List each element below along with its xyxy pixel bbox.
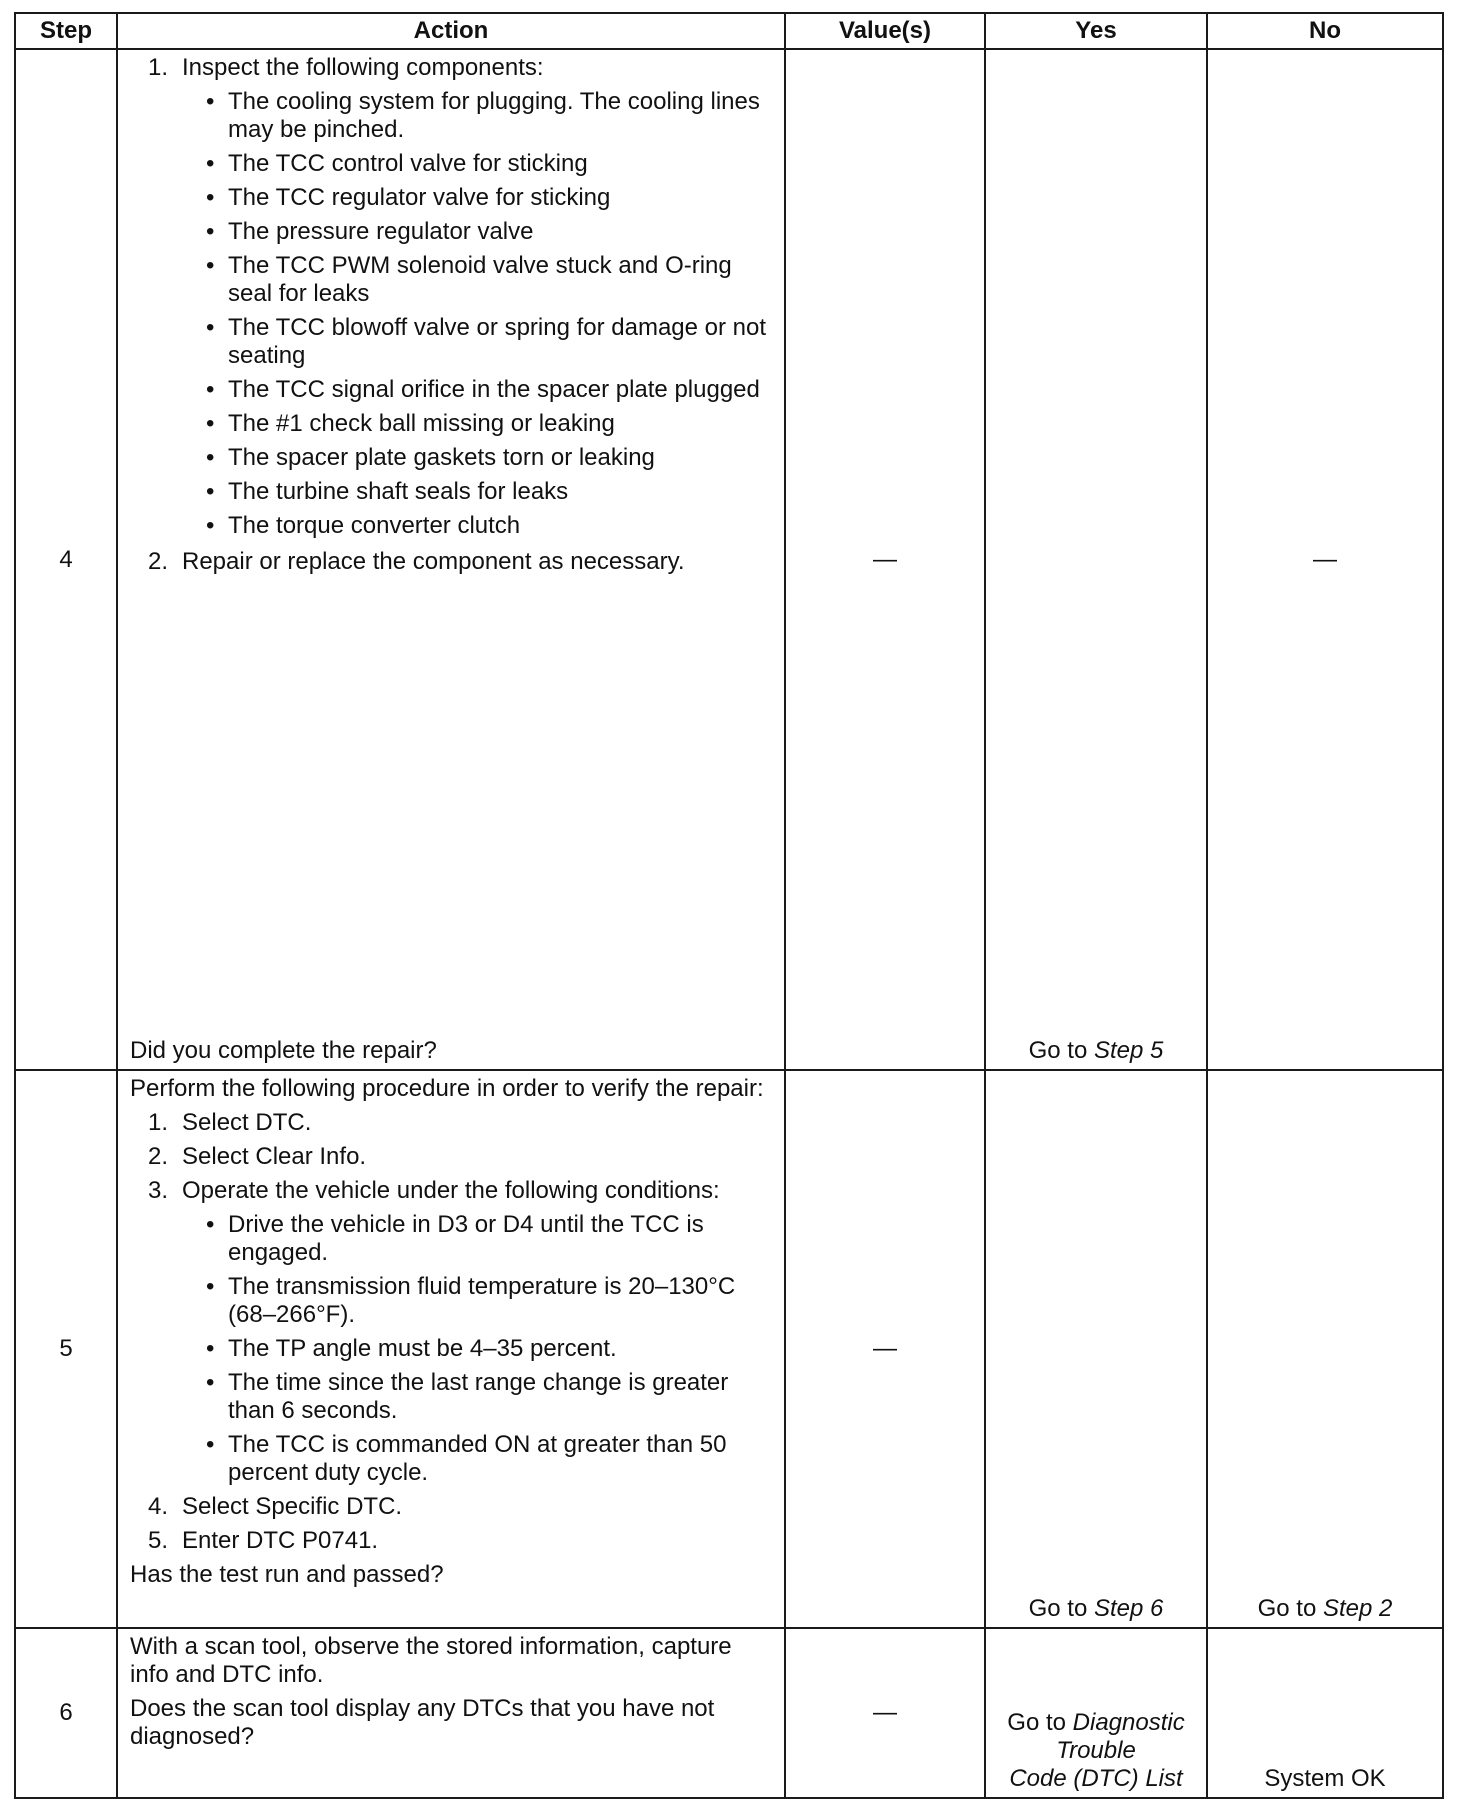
numbered-item: 2. Select Clear Info. [148, 1143, 367, 1170]
step-number: 4 [15, 49, 117, 1070]
dtc-list-link[interactable]: Code (DTC) List [1009, 1765, 1183, 1792]
diagnostic-table [14, 12, 1444, 1799]
bullet-item: • The torque converter clutch [206, 512, 521, 539]
bullet-item: • The time since the last range change is greater than 6 seconds. [206, 1369, 729, 1424]
no-cell: System OK [1207, 1628, 1443, 1798]
question-text: Has the test run and passed? [130, 1561, 444, 1588]
bullet-item: • The TP angle must be 4–35 percent. [206, 1335, 617, 1362]
bullet-item: • Drive the vehicle in D3 or D4 until the TCC is engaged. [206, 1211, 704, 1266]
bullet-item: • The pressure regulator valve [206, 218, 534, 245]
dtc-list-link[interactable]: Diagnostic [1072, 1709, 1185, 1736]
bullet-item: • The turbine shaft seals for leaks [206, 478, 569, 505]
header-yes: Yes [985, 13, 1207, 49]
header-action: Action [117, 13, 785, 49]
no-cell: Go to Step 2 [1207, 1070, 1443, 1628]
header-row [15, 13, 1443, 49]
dtc-list-link[interactable]: Trouble [1056, 1737, 1136, 1764]
yes-cell: Go to Diagnostic Trouble Code (DTC) List [985, 1628, 1207, 1798]
table-row-step-4 [15, 49, 1443, 1070]
bullet-item: • The cooling system for plugging. The cooling lines may be pinched. [206, 88, 760, 143]
bullet-item: • The spacer plate gaskets torn or leaking [206, 444, 655, 471]
bullet-item: • The #1 check ball missing or leaking [206, 410, 615, 437]
intro-text: Perform the following procedure in order to verify the repair: [130, 1075, 764, 1102]
no-cell: — [1207, 49, 1443, 1070]
header-step: Step [15, 13, 117, 49]
numbered-item: 1. Inspect the following components: [148, 54, 544, 81]
action-cell [117, 1070, 785, 1628]
bullet-item: • The TCC regulator valve for sticking [206, 184, 611, 211]
question-text: Did you complete the repair? [130, 1037, 437, 1064]
numbered-item: 3. Operate the vehicle under the following conditions: [148, 1177, 720, 1204]
value-cell: — [785, 1628, 985, 1798]
numbered-item: 1. Select DTC. [148, 1109, 312, 1136]
bullet-item: • The TCC is commanded ON at greater than 50 percent duty cycle. [206, 1431, 727, 1486]
header-values: Value(s) [785, 13, 985, 49]
table-row-step-5 [15, 1070, 1443, 1628]
header-no: No [1207, 13, 1443, 49]
numbered-item: 2. Repair or replace the component as necessary. [148, 548, 685, 575]
question-text: Does the scan tool display any DTCs that you have not diagnosed? [130, 1695, 715, 1750]
numbered-item: 4. Select Specific DTC. [148, 1493, 403, 1520]
yes-cell: Go to Step 5 [985, 49, 1207, 1070]
value-cell: — [785, 49, 985, 1070]
yes-cell: Go to Step 6 [985, 1070, 1207, 1628]
bullet-item: • The TCC blowoff valve or spring for damage or not seating [206, 314, 767, 369]
step-number: 6 [15, 1628, 117, 1798]
bullet-item: • The transmission fluid temperature is 20–130°C (68–266°F). [206, 1273, 736, 1328]
table-row-step-6 [15, 1628, 1443, 1798]
go-to-step-5-link[interactable]: Step 5 [1093, 1037, 1164, 1064]
bullet-item: • The TCC control valve for sticking [206, 150, 588, 177]
bullet-item: • The TCC PWM solenoid valve stuck and O-ring seal for leaks [206, 252, 732, 307]
action-cell [117, 49, 785, 1070]
numbered-item: 5. Enter DTC P0741. [148, 1527, 379, 1554]
action-cell [117, 1628, 785, 1798]
step-number: 5 [15, 1070, 117, 1628]
bullet-item: • The TCC signal orifice in the spacer plate plugged [206, 376, 760, 403]
value-cell: — [785, 1070, 985, 1628]
instruction-text: With a scan tool, observe the stored information, capture info and DTC info. [130, 1633, 732, 1688]
go-to-step-6-link[interactable]: Step 6 [1093, 1595, 1164, 1622]
go-to-step-2-link[interactable]: Step 2 [1322, 1595, 1393, 1622]
